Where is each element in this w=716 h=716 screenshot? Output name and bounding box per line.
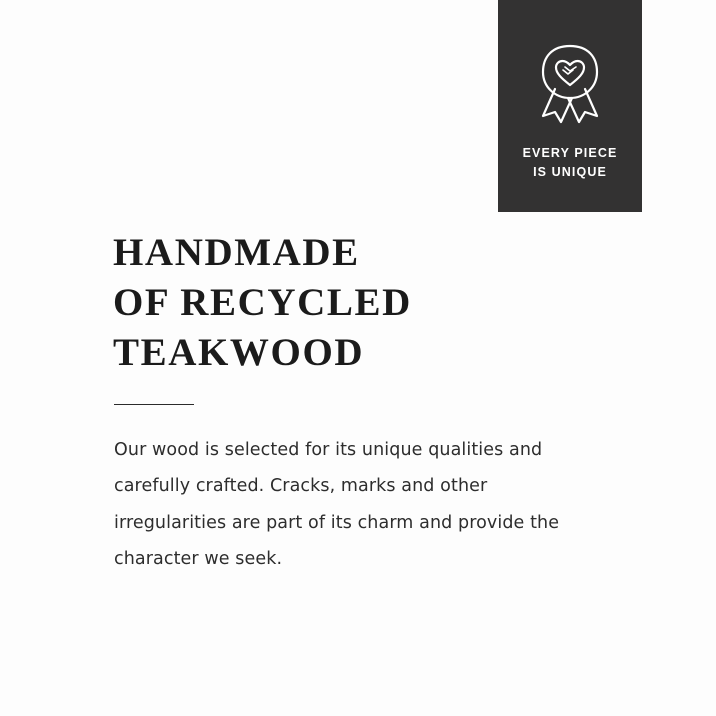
every-piece-is-unique-badge: [498, 0, 642, 212]
body-paragraph: Our wood is selected for its unique qualities and carefully crafted. Cracks, marks and other irregularities are part of its charm and provide the character we seek.: [114, 440, 560, 570]
badge-caption-line-1: EVERY PIECE: [522, 146, 618, 160]
headline-line-3: TEAKWOOD: [113, 330, 365, 374]
badge-caption: [523, 144, 618, 183]
short-horizontal-rule: [114, 404, 194, 405]
headline-line-2: OF RECYCLED: [113, 280, 412, 324]
headline-line-1: HANDMADE: [113, 231, 360, 274]
badge-caption-line-2: IS UNIQUE: [533, 165, 607, 180]
page-title: [113, 228, 543, 378]
award-ribbon-heart-handshake-icon: [531, 40, 609, 126]
